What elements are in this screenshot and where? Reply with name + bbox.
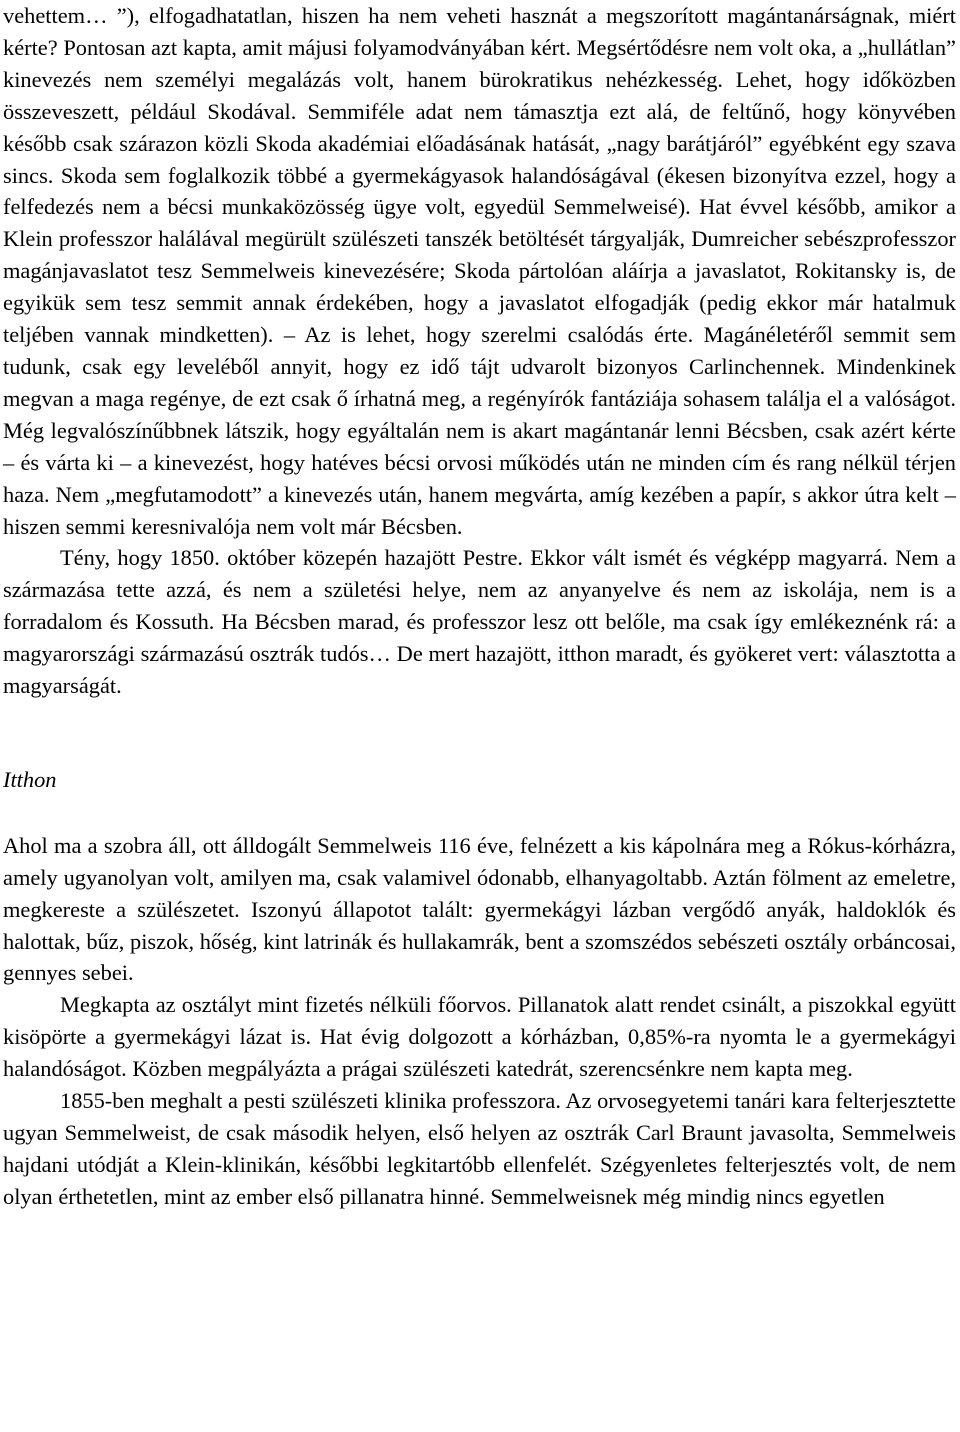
paragraph-3: Ahol ma a szobra áll, ott álldogált Semmelweis 116 éve, felnézett a kis kápolnára meg a Rókus-kórházra, amely ugyanolyan volt, amilyen ma, csak valamivel ódonabb, elhanyagoltabb. Aztán fölment az emeletre, megkereste a szülészetet. Iszonyú állapotot talált: gyermekágyi lázban vergődő anyák, haldoklók és halottak, bűz, piszok, hőség, kint latrinák és hullakamrák, bent a szomszédos sebészeti osztály orbáncosai, gennyes sebei. <box>3 832 956 986</box>
section-heading: Itthon <box>3 766 57 792</box>
document-page <box>3 0 956 1213</box>
paragraph-2: Tény, hogy 1850. október közepén hazajött Pestre. Ekkor vált ismét és végképp magyarrá. Nem a származása tette azzá, és nem a születési helye, nem az anyanyelve és nem az iskolája, nem is a forradalom és Kossuth. Ha Bécsben marad, és professzor lesz ott belőle, ma csak így emlékeznénk rá: a magyarországi származású osztrák tudós… De mert hazajött, itthon maradt, és gyökeret vert: választotta a magyarságát. <box>3 545 956 699</box>
paragraph-4: Megkapta az osztályt mint fizetés nélküli főorvos. Pillanatok alatt rendet csinált, a piszokkal együtt kisöpörte a gyermekágyi lázat is. Hat évig dolgozott a kórházban, 0,85%-ra nyomta le a gyermekágyi halandóságot. Közben megpályázta a prágai szülészeti katedrát, szerencsénkre nem kapta meg. <box>3 992 956 1082</box>
paragraph-1: vehettem… ”), elfogadhatatlan, hiszen ha nem veheti hasznát a megszorított magántanárságnak, miért kérte? Pontosan azt kapta, amit májusi folyamodványában kért. Megsértődésre nem volt oka, a „hullátlan” kinevezés nem személyi megalázás volt, hanem bürokratikus nehézkesség. Lehet, hogy időközben összeveszett, például Skodával. Semmiféle adat nem támasztja ezt alá, de feltűnő, hogy könyvében később csak szárazon közli Skoda akadémiai előadásának hatását, „nagy barátjáról” egyébként egy szava sincs. Skoda sem foglalkozik többé a gyermekágyasok halandóságával (ékesen bizonyítva ezzel, hogy a felfedezés nem a bécsi munkaközösség ügye volt, egyedül Semmelweisé). Hat évvel később, amikor a Klein professzor halálával megürült szülészeti tanszék betöltését tárgyalják, Dumreicher sebészprofesszor magánjavaslatot tesz Semmelweis kinevezésére; Skoda pártolóan aláírja a javaslatot, Rokitansky is, de egyikük sem tesz semmit annak érdekében, hogy a javaslatot elfogadják (pedig ekkor már hatalmuk teljében vannak mindketten). – Az is lehet, hogy szerelmi csalódás érte. Magánéletéről semmit sem tudunk, csak egy leveléből annyit, hogy ez idő tájt udvarolt bizonyos Carlinchennek. Mindenkinek megvan a maga regénye, de ezt csak ő írhatná meg, a regényírók fantáziája sohasem találja el a valóságot. Még legvalószínűbbnek látszik, hogy egyáltalán nem is akart magántanár lenni Bécsben, csak azért kérte – és várta ki – a kinevezést, hogy hatéves bécsi orvosi működés után ne minden cím és rang nélkül térjen haza. Nem „megfutamodott” a kinevezés után, hanem megvárta, amíg kezében a papír, s akkor útra kelt – hiszen semmi keresnivalója nem volt már Bécsben. <box>3 3 956 539</box>
paragraph-5: 1855-ben meghalt a pesti szülészeti klinika professzora. Az orvosegyetemi tanári kara felterjesztette ugyan Semmelweist, de csak második helyen, első helyen az osztrák Carl Braunt javasolta, Semmelweis hajdani utódját a Klein-klinikán, későbbi legkitartóbb ellenfelét. Szégyenletes felterjesztés volt, de nem olyan érthetetlen, mint az ember első pillanatra hinné. Semmelweisnek még mindig nincs egyetlen <box>3 1088 956 1209</box>
